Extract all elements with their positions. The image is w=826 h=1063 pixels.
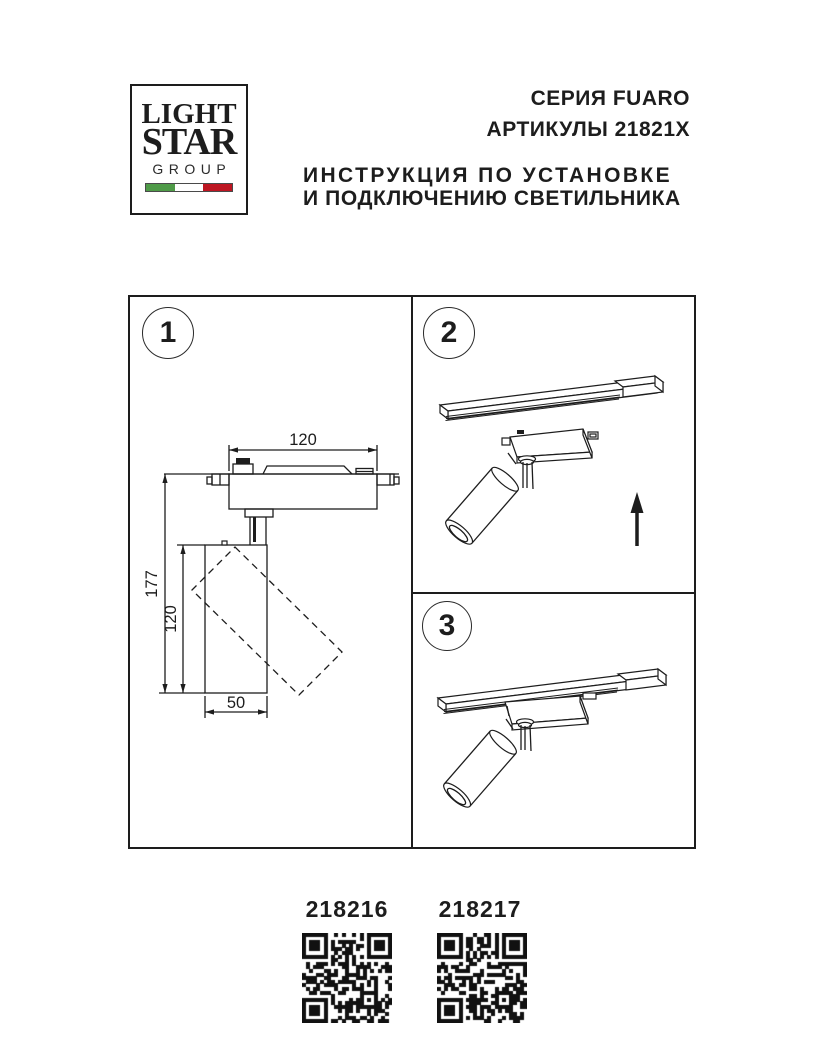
qr-code-right xyxy=(437,933,527,1023)
dim-label-body-width: 50 xyxy=(226,694,246,712)
step-2-number: 2 xyxy=(440,316,458,349)
step-2-badge xyxy=(423,307,475,359)
articles-title: АРТИКУЛЫ 21821X xyxy=(486,118,690,141)
dim-label-top-width: 120 xyxy=(289,431,317,449)
logo-word-star: STAR xyxy=(141,121,237,163)
dim-label-body-height: 120 xyxy=(162,605,180,633)
series-title: СЕРИЯ FUARO xyxy=(530,87,690,110)
flag-white-segment xyxy=(175,184,204,191)
qr-right-label: 218217 xyxy=(438,896,522,922)
qr-left-label: 218216 xyxy=(305,896,389,922)
header-series-block xyxy=(400,83,690,145)
instruction-title-block xyxy=(303,165,723,210)
step-3-panel xyxy=(413,594,694,847)
step-3-badge xyxy=(422,601,472,651)
logo-word-light: LIGHT xyxy=(141,98,237,130)
flag-green-segment xyxy=(146,184,175,191)
logo-word-group: GROUP xyxy=(152,161,232,177)
step-3-number: 3 xyxy=(438,609,456,642)
step-1-number: 1 xyxy=(159,316,177,349)
dim-label-total-height: 177 xyxy=(143,570,161,598)
qr-code-left xyxy=(302,933,392,1023)
up-arrow xyxy=(631,492,644,546)
lightstar-logo xyxy=(130,84,248,215)
instruction-title-line1: ИНСТРУКЦИЯ ПО УСТАНОВКЕ xyxy=(303,164,673,187)
flag-red-segment xyxy=(203,184,232,191)
step-2-panel xyxy=(413,297,694,594)
italian-flag-bar xyxy=(145,183,233,192)
steps-frame xyxy=(128,295,696,849)
instruction-title-line2: И ПОДКЛЮЧЕНИЮ СВЕТИЛЬНИКА xyxy=(303,186,681,210)
step-1-panel xyxy=(130,297,413,847)
step-1-badge xyxy=(142,307,194,359)
dimension-drawing xyxy=(130,297,411,847)
